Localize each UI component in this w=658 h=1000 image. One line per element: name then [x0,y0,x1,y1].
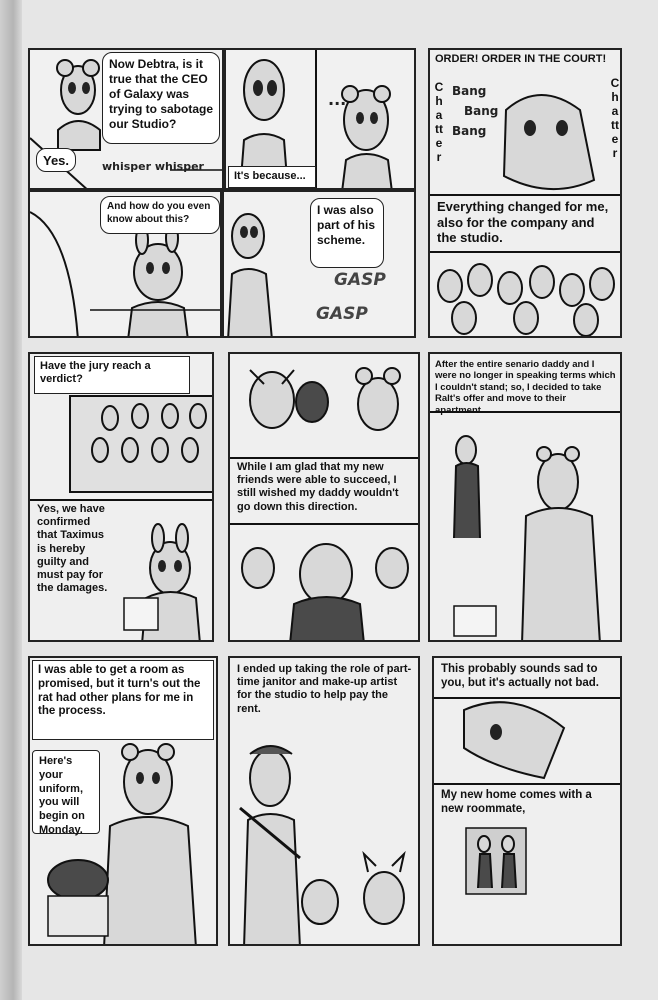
panel-5-order-in-court [428,48,622,338]
panel-room-uniform [28,656,218,946]
panel-move-apartment [428,352,622,642]
speech-bubble-question: Now Debtra, is it true that the CEO of Galaxy was trying to sabotage our Studio? [102,52,220,144]
speech-bubble-uniform: Here's your uniform, you will begin on Monday. [32,750,100,834]
bang-sfx-2: Bang [464,104,499,118]
caption-friends-succeed: While I am glad that my new friends were able to succeed, I still wished my daddy wouldn't go down this direction. [237,461,399,513]
panel-friends-succeed [228,352,420,642]
panel-janitor-role [228,656,420,946]
gasp-sfx-2: GASP [316,304,368,324]
speech-bubble-yes: Yes. [36,148,76,172]
panel-4-gasp [222,190,416,338]
gasp-sfx-1: GASP [334,270,386,290]
chatter-left-vertical: Chatter [434,80,444,164]
panel-1-debtra-question [28,48,224,190]
caption-everything-changed: Everything changed for me, also for the company and the studio. [437,199,609,246]
chatter-right-vertical: Chatter [610,76,620,160]
panel-new-home [432,656,622,946]
panel-3-how-do-you-know [28,190,222,338]
caption-move-apartment: After the entire senario daddy and I were no longer in speaking terms which I couldn't stand; so, I decided to take Ralt's offer and move to their apartment. [435,359,616,416]
caption-janitor-role: I ended up taking the role of part-time janitor and make-up artist for the studio to help pay the rent. [237,663,412,715]
caption-got-room: I was able to get a room as promised, but it turn's out the rat had other plans for me in the process. [32,660,214,740]
caption-sounds-sad: This probably sounds sad to you, but it's actually not bad. [441,663,599,689]
speech-bubble-question-2: And how do you even know about this? [100,196,220,234]
ellipsis-text: ... [328,90,347,109]
bang-sfx-3: Bang [452,124,487,138]
panel-2-its-because [224,48,416,190]
panel-jury-verdict [28,352,214,642]
whisper-sfx: whisper whisper [102,160,204,173]
speech-bubble-scheme: I was also part of his scheme. [310,198,384,268]
caption-order: ORDER! ORDER IN THE COURT! [435,53,607,65]
caption-verdict: Yes, we have confirmed that Taximus is hereby guilty and must pay for the damages. [37,503,108,595]
caption-new-roommate: My new home comes with a new roommate, [441,789,592,815]
page-binding-edge [0,0,22,1000]
caption-its-because: It's because... [228,166,316,188]
caption-jury-question: Have the jury reach a verdict? [34,356,190,394]
bang-sfx-1: Bang [452,84,487,98]
